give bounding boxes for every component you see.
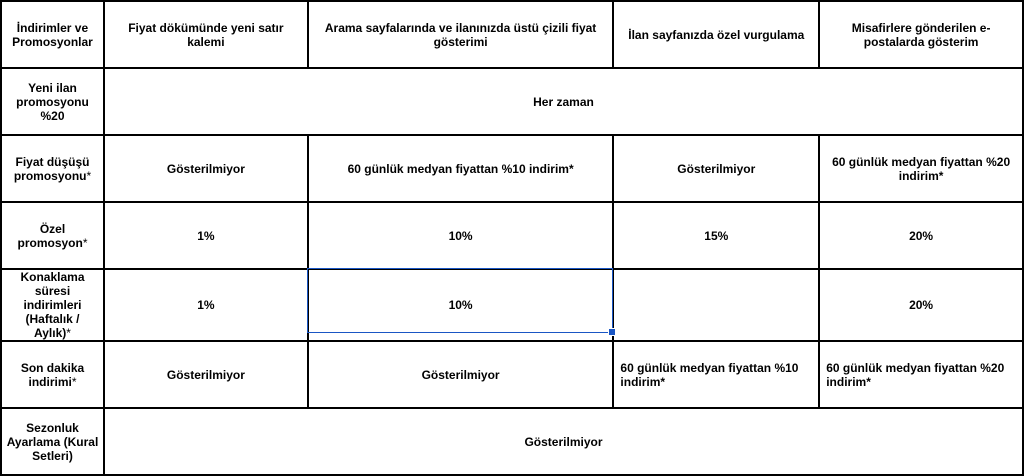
table-cell[interactable]: 15% (613, 202, 819, 269)
row-header-cell[interactable] (1, 408, 104, 475)
row-header-label: Fiyat düşüşü promosyonu (13, 154, 90, 183)
table-row (1, 202, 1023, 269)
table-cell[interactable]: Gösterilmiyor (613, 135, 819, 202)
footnote-mark: * (71, 374, 77, 389)
row-header-label: Sezonluk Ayarlama (Kural Setleri) (6, 420, 99, 463)
table-cell[interactable]: 10% (308, 202, 614, 269)
table-row (1, 135, 1023, 202)
table-cell-selected[interactable]: 10% (308, 269, 614, 341)
header-row (1, 1, 1023, 68)
table-row (1, 68, 1023, 135)
row-header-label: Son dakika indirimi (20, 360, 85, 389)
table-row (1, 341, 1023, 408)
table-cell[interactable]: Gösterilmiyor (308, 341, 614, 408)
table-cell[interactable]: 1% (104, 269, 308, 341)
row-header-cell[interactable] (1, 135, 104, 202)
table-row (1, 408, 1023, 475)
row-header-cell[interactable] (1, 202, 104, 269)
header-cell-guest-emails[interactable]: Misafirlere gönderilen e-postalarda gösterim (819, 1, 1023, 68)
table-cell[interactable]: 20% (819, 202, 1023, 269)
row-header-label: Konaklama süresi indirimleri (Haftalık / Aylık) (20, 270, 85, 340)
merged-cell[interactable]: Gösterilmiyor (104, 408, 1023, 475)
table-cell[interactable]: 20% (819, 269, 1023, 341)
table-cell[interactable]: 60 günlük medyan fiyattan %10 indirim* (308, 135, 614, 202)
row-header-label: Yeni ilan promosyonu %20 (16, 80, 89, 123)
footnote-mark: * (86, 168, 92, 183)
footnote-mark: * (82, 235, 88, 250)
row-header-label: Özel promosyon (17, 221, 83, 250)
merged-cell[interactable]: Her zaman (104, 68, 1023, 135)
table-cell[interactable]: 1% (104, 202, 308, 269)
table-cell[interactable]: 60 günlük medyan fiyattan %20 indirim* (819, 341, 1023, 408)
table-cell[interactable]: Gösterilmiyor (104, 135, 308, 202)
row-header-cell[interactable] (1, 341, 104, 408)
table-cell[interactable]: 60 günlük medyan fiyattan %10 indirim* (613, 341, 819, 408)
row-header-cell[interactable] (1, 269, 104, 341)
header-cell-price-breakdown[interactable]: Fiyat dökümünde yeni satır kalemi (104, 1, 308, 68)
header-cell-strikethrough-price[interactable]: Arama sayfalarında ve ilanınızda üstü çizili fiyat gösterimi (308, 1, 614, 68)
header-cell-discounts[interactable]: İndirimler ve Promosyonlar (1, 1, 104, 68)
footnote-mark: * (66, 326, 71, 340)
table-cell[interactable]: Gösterilmiyor (104, 341, 308, 408)
table-cell[interactable] (613, 269, 819, 341)
table-row (1, 269, 1023, 341)
header-cell-listing-highlight[interactable]: İlan sayfanızda özel vurgulama (613, 1, 819, 68)
row-header-cell[interactable] (1, 68, 104, 135)
table-cell[interactable]: 60 günlük medyan fiyattan %20 indirim* (819, 135, 1023, 202)
